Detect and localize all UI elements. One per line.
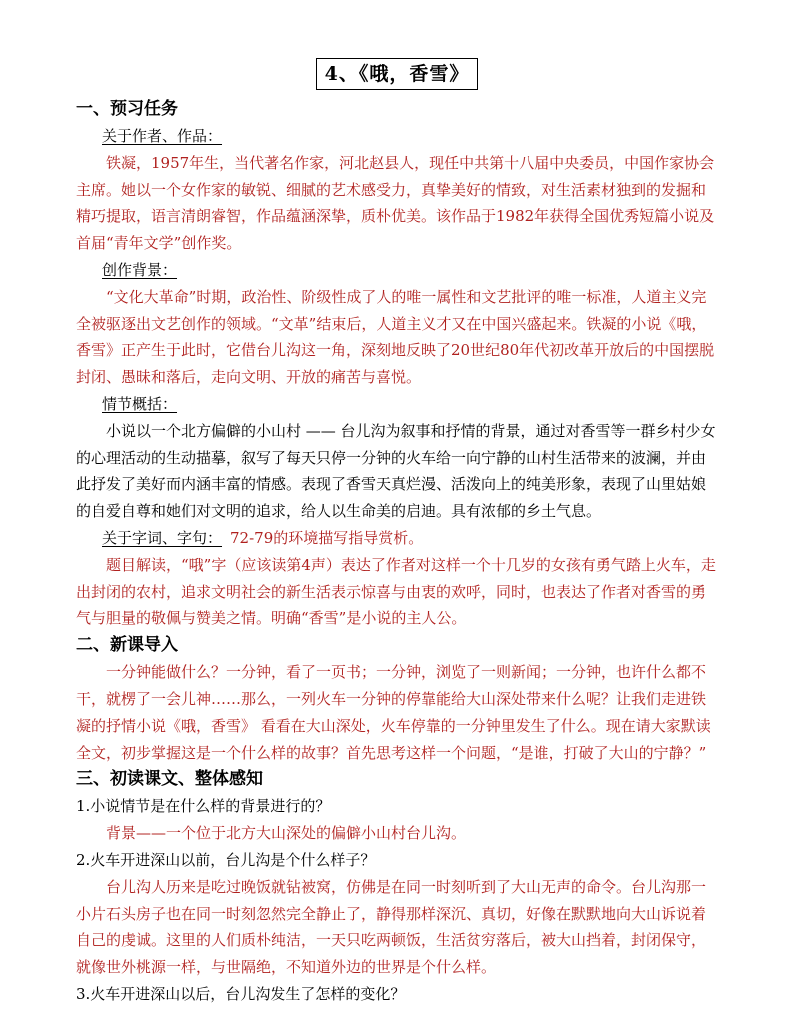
author-paragraph: 铁凝，1957年生，当代著名作家，河北赵县人，现任中共第十八届中央委员，中国作家协会主席。她以一个女作家的敏锐、细腻的艺术感受力，真挚美好的情致，对生活素材独到的发掘和精巧提取，语言清朗睿智，作品蕴涵深挚，质朴优美。该作品于1982年获得全国优秀短篇小说及首届“青年文学”创作奖。 (76, 153, 715, 253)
background-label-text: 创作背景： (102, 260, 178, 279)
author-label-text: 关于作者、作品： (102, 127, 223, 145)
section-heading-intro: 二、新课导入 (76, 635, 178, 656)
title-interpretation-paragraph: 题目解读，“哦”字（应该读第4声）表达了作者对这样一个十几岁的女孩有勇气踏上火车，走出封闭的农村，追求文明社会的新生活表示惊喜与由衷的欢呼，同时，也表达了作者对香雪的勇气与胆量的敬佩与赞美之情。明确“香雪”是小说的主人公。 (76, 555, 716, 628)
intro-paragraph (76, 659, 718, 766)
background-paragraph: “文化大革命”时期，政治性、阶级性成了人的唯一属性和文艺批评的唯一标准，人道主义完全被驱逐出文艺创作的领域。“文革”结束后，人道主义才又在中国兴盛起来。铁凝的小说《哦，香雪》正产生于此时，它借台儿沟这一角，深刻地反映了20世纪80年代初改革开放后的中国摆脱封闭、愚昧和落后，走向文明、开放的痛苦与喜悦。 (76, 287, 715, 387)
answer-2: 台儿沟人历来是吃过晚饭就钻被窝，仿佛是在同一时刻听到了大山无声的命令。台儿沟那一小片石头房子也在同一时刻忽然完全静止了，静得那样深沉、真切，好像在默默地向大山诉说着自己的虔诚。这里的人们质朴纯洁，一天只吃两顿饭，生活贫穷落后，被大山挡着，封闭保守，就像世外桃源一样，与世隔绝，不知道外边的世界是个什么样。 (76, 877, 707, 977)
author-label (76, 123, 718, 150)
section-heading-preview: 一、预习任务 (76, 99, 178, 119)
document-page (76, 58, 718, 1008)
question-2: 2.火车开进深山以前，台儿沟是个什么样子？ (76, 850, 376, 869)
plot-label (76, 391, 718, 418)
plot-paragraph: 小说以一个北方偏僻的小山村 —— 台儿沟为叙事和抒情的背景，通过对香雪等一群乡村少女的心理活动的生动描摹，叙写了每天只停一分钟的火车给一向宁静的山村生活带来的波澜，并由此抒发了美好而内涵丰富的情感。表现了香雪天真烂漫、活泼向上的纯美形象，表现了山里姑娘的自爱自尊和她们对文明的追求，给人以生命美的启迪。具有浓郁的乡土气息。 (76, 421, 716, 521)
question-3: 3.火车开进深山以后，台儿沟发生了怎样的变化？ (76, 984, 406, 1003)
words-label-text: 关于字词、字句： (102, 528, 223, 547)
background-label (76, 257, 718, 284)
plot-label-text: 情节概括： (102, 394, 178, 413)
question-1: 1.小说情节是在什么样的背景进行的？ (76, 797, 331, 816)
intro-quote: “是谁，打破了大山的宁静？” (511, 743, 707, 762)
section-heading-reading: 三、初读课文、整体感知 (76, 769, 263, 790)
document-title: 4、《哦，香雪》 (316, 58, 479, 90)
intro-text: 一分钟能做什么？一分钟，看了一页书；一分钟，浏览了一则新闻；一分钟，也许什么都不干，就楞了一会儿神……那么，一列火车一分钟的停靠能给大山深处带来什么呢？让我们走进铁凝的抒情小说《哦，香雪》 看看在大山深处，火车停靠的一分钟里发生了什么。现在请大家默读全文，初步掌握这是一个什么样的故事？首先思考这样一个问题， (76, 663, 711, 762)
answer-1: 背景——一个位于北方大山深处的偏僻小山村台儿沟。 (106, 824, 467, 843)
words-text: 72-79的环境描写指导赏析。 (230, 528, 424, 547)
words-line (76, 525, 718, 552)
title-wrap (76, 58, 718, 92)
